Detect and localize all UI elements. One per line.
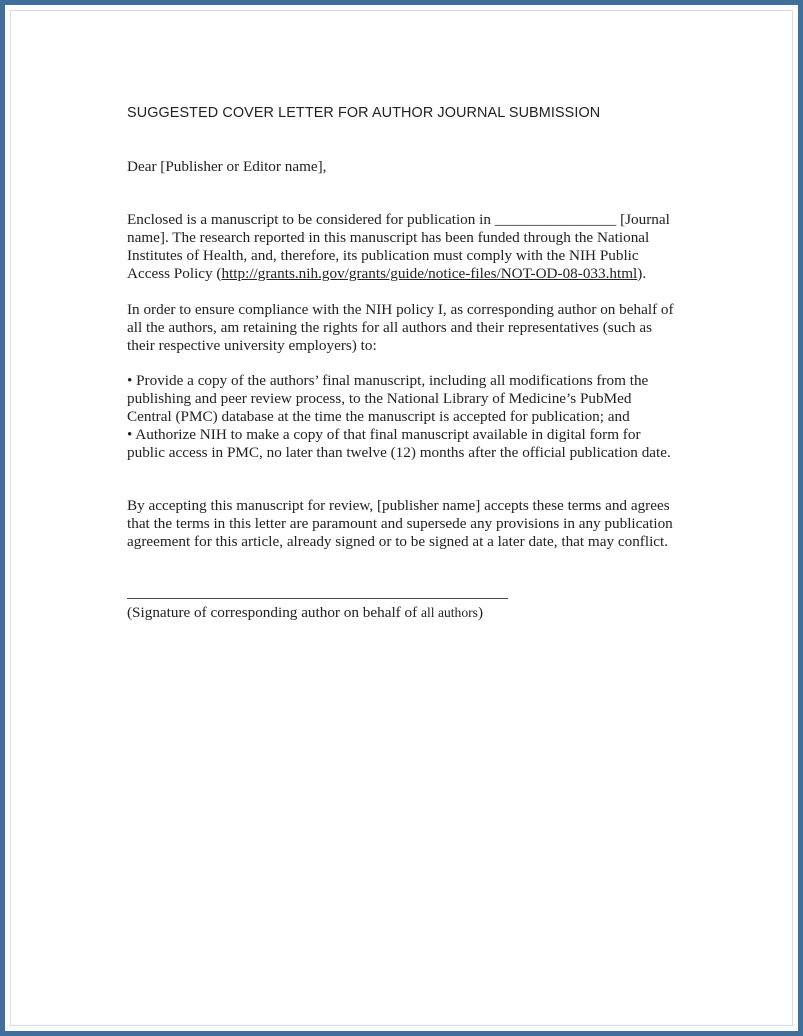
- letter-title: SUGGESTED COVER LETTER FOR AUTHOR JOURNAL SUBMISSION: [127, 105, 601, 121]
- salutation-text: Dear [Publisher or Editor name],: [127, 158, 327, 175]
- bullet-item-authorize-cont: public access in PMC, no later than twelve (12) months after the official publication date.: [127, 444, 671, 461]
- signature-line: [127, 598, 508, 599]
- paragraph-line: By accepting this manuscript for review, [publisher name] accepts these terms and agrees: [127, 497, 670, 514]
- signature-caption-main: (Signature of corresponding author on behalf of: [127, 604, 421, 621]
- link-prefix: Access Policy (: [127, 265, 222, 282]
- bullet-item-authorize: • Authorize NIH to make a copy of that final manuscript available in digital form for: [127, 426, 641, 443]
- signature-caption-small: all authors: [420, 605, 478, 620]
- bullet-item-provide-cont: publishing and peer review process, to the National Library of Medicine’s PubMed: [127, 390, 632, 407]
- paragraph-line: Enclosed is a manuscript to be considered for publication in ________________ [Journal: [127, 211, 670, 228]
- paragraph-compliance: [127, 301, 697, 355]
- signature-caption-end: ): [477, 604, 484, 621]
- paragraph-line: Institutes of Health, and, therefore, its publication must comply with the NIH Public: [127, 247, 639, 264]
- bullet-item-provide: • Provide a copy of the authors’ final manuscript, including all modifications from the: [127, 372, 649, 389]
- paragraph-enclosed: [127, 211, 697, 283]
- salutation: [127, 158, 697, 176]
- paragraph-line: that the terms in this letter are paramount and supersede any provisions in any publication: [127, 515, 673, 532]
- nih-policy-link[interactable]: http://grants.nih.gov/grants/guide/notice-files/NOT-OD-08-033.html: [221, 265, 638, 282]
- bullet-list: [127, 372, 697, 462]
- paragraph-line-with-link: [127, 265, 697, 283]
- paragraph-line: In order to ensure compliance with the NIH policy I, as corresponding author on behalf of: [127, 301, 674, 318]
- paragraph-line: their respective university employers) to:: [127, 337, 377, 354]
- signature-caption: [127, 604, 483, 622]
- bullet-item-provide-cont: Central (PMC) database at the time the manuscript is accepted for publication; and: [127, 408, 630, 425]
- link-suffix: ).: [637, 265, 647, 282]
- paragraph-accepting: [127, 497, 697, 551]
- paragraph-line: name]. The research reported in this manuscript has been funded through the National: [127, 229, 650, 246]
- paragraph-line: all the authors, am retaining the rights for all authors and their representatives (such as: [127, 319, 653, 336]
- paragraph-line: agreement for this article, already signed or to be signed at a later date, that may conflict.: [127, 533, 669, 550]
